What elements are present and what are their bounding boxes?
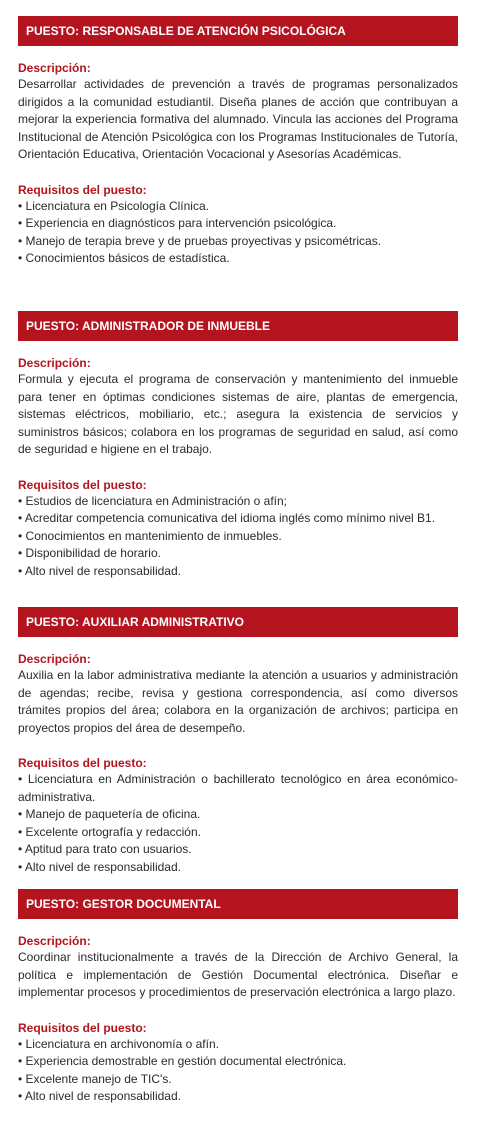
section-title: PUESTO: AUXILIAR ADMINISTRATIVO (18, 607, 458, 637)
description-label: Descripción: (18, 934, 91, 948)
description-text: Coordinar institucionalmente a través de la Dirección de Archivo General, la política e implementación de Gestión Documental electrónica. Diseñar e implementar procesos y procedimientos de preservación electrónica a largo plazo. (18, 950, 458, 999)
requirements-label: Requisitos del puesto: (18, 1020, 147, 1035)
section-title: PUESTO: RESPONSABLE DE ATENCIÓN PSICOLÓGICA (18, 16, 458, 46)
requirement-item: • Manejo de terapia breve y de pruebas proyectivas y psicométricas. (18, 233, 382, 248)
description-text: Formula y ejecuta el programa de conservación y mantenimiento del inmueble para tener en óptimas condiciones sistemas de aire, plantas de emergencia, sistemas eléctricos, mobiliario, etc.; asegura la existencia de servicios y suministros básicos; colabora en los programas de seguridad en salud, así como de seguridad e higiene en el trabajo. (18, 372, 458, 456)
requirement-item: • Licenciatura en archivonomía o afín. (18, 1036, 219, 1051)
job-section-inmueble (18, 311, 458, 580)
requirement-item: • Excelente manejo de TIC's. (18, 1071, 172, 1086)
requirement-item: • Experiencia en diagnósticos para intervención psicológica. (18, 216, 337, 230)
job-section-gestor (18, 889, 458, 1106)
description-label: Descripción: (18, 356, 91, 370)
requirement-item: • Manejo de paquetería de oficina. (18, 807, 201, 821)
requirements-list (18, 493, 458, 581)
requirements-list (18, 1036, 458, 1106)
requirement-item: • Experiencia demostrable en gestión documental electrónica. (18, 1054, 347, 1068)
requirements-label: Requisitos del puesto: (18, 477, 147, 492)
description-text: Auxilia en la labor administrativa mediante la atención a usuarios y administración de agendas; recibe, revisa y gestiona correspondencia, así como diversos trámites propios del área; colabora en la organización de archivos; participa en proyectos propios del área de desempeño. (18, 668, 458, 735)
description-label: Descripción: (18, 652, 91, 666)
requirement-item: • Alto nivel de responsabilidad. (18, 563, 181, 578)
requirement-item: • Conocimientos básicos de estadística. (18, 251, 230, 265)
requirement-item: • Conocimientos en mantenimiento de inmuebles. (18, 528, 282, 543)
job-section-psicologia (18, 16, 458, 268)
requirement-item: • Alto nivel de responsabilidad. (18, 1089, 181, 1103)
requirement-item: • Estudios de licenciatura en Administración o afín; (18, 493, 288, 508)
requirements-list (18, 198, 458, 268)
requirements-list (18, 771, 458, 876)
requirement-item: • Aptitud para trato con usuarios. (18, 842, 192, 856)
requirements-label: Requisitos del puesto: (18, 182, 147, 197)
section-title: PUESTO: ADMINISTRADOR DE INMUEBLE (18, 311, 458, 341)
requirements-label: Requisitos del puesto: (18, 756, 147, 770)
requirement-item: • Licenciatura en Administración o bachillerato tecnológico en área económico-administrativa. (18, 772, 458, 804)
description-text: Desarrollar actividades de prevención a través de programas personalizados dirigidos a la comunidad estudiantil. Diseña planes de acción que contribuyan a mejorar la experiencia formativa del alumnado. Vincula las acciones del Programa Institucional de Atención Psicológica con los Programas Institucionales de Tutoría, Orientación Educativa, Orientación Vocacional y Asesorías Académicas. (18, 77, 458, 161)
job-section-auxiliar (18, 607, 458, 876)
requirement-item: • Excelente ortografía y redacción. (18, 824, 201, 839)
requirement-item: • Licenciatura en Psicología Clínica. (18, 198, 209, 213)
requirement-item: • Alto nivel de responsabilidad. (18, 859, 181, 874)
requirement-item: • Acreditar competencia comunicativa del idioma inglés como mínimo nivel B1. (18, 511, 436, 525)
requirement-item: • Disponibilidad de horario. (18, 546, 161, 560)
description-label: Descripción: (18, 61, 91, 75)
section-title: PUESTO: GESTOR DOCUMENTAL (18, 889, 458, 919)
